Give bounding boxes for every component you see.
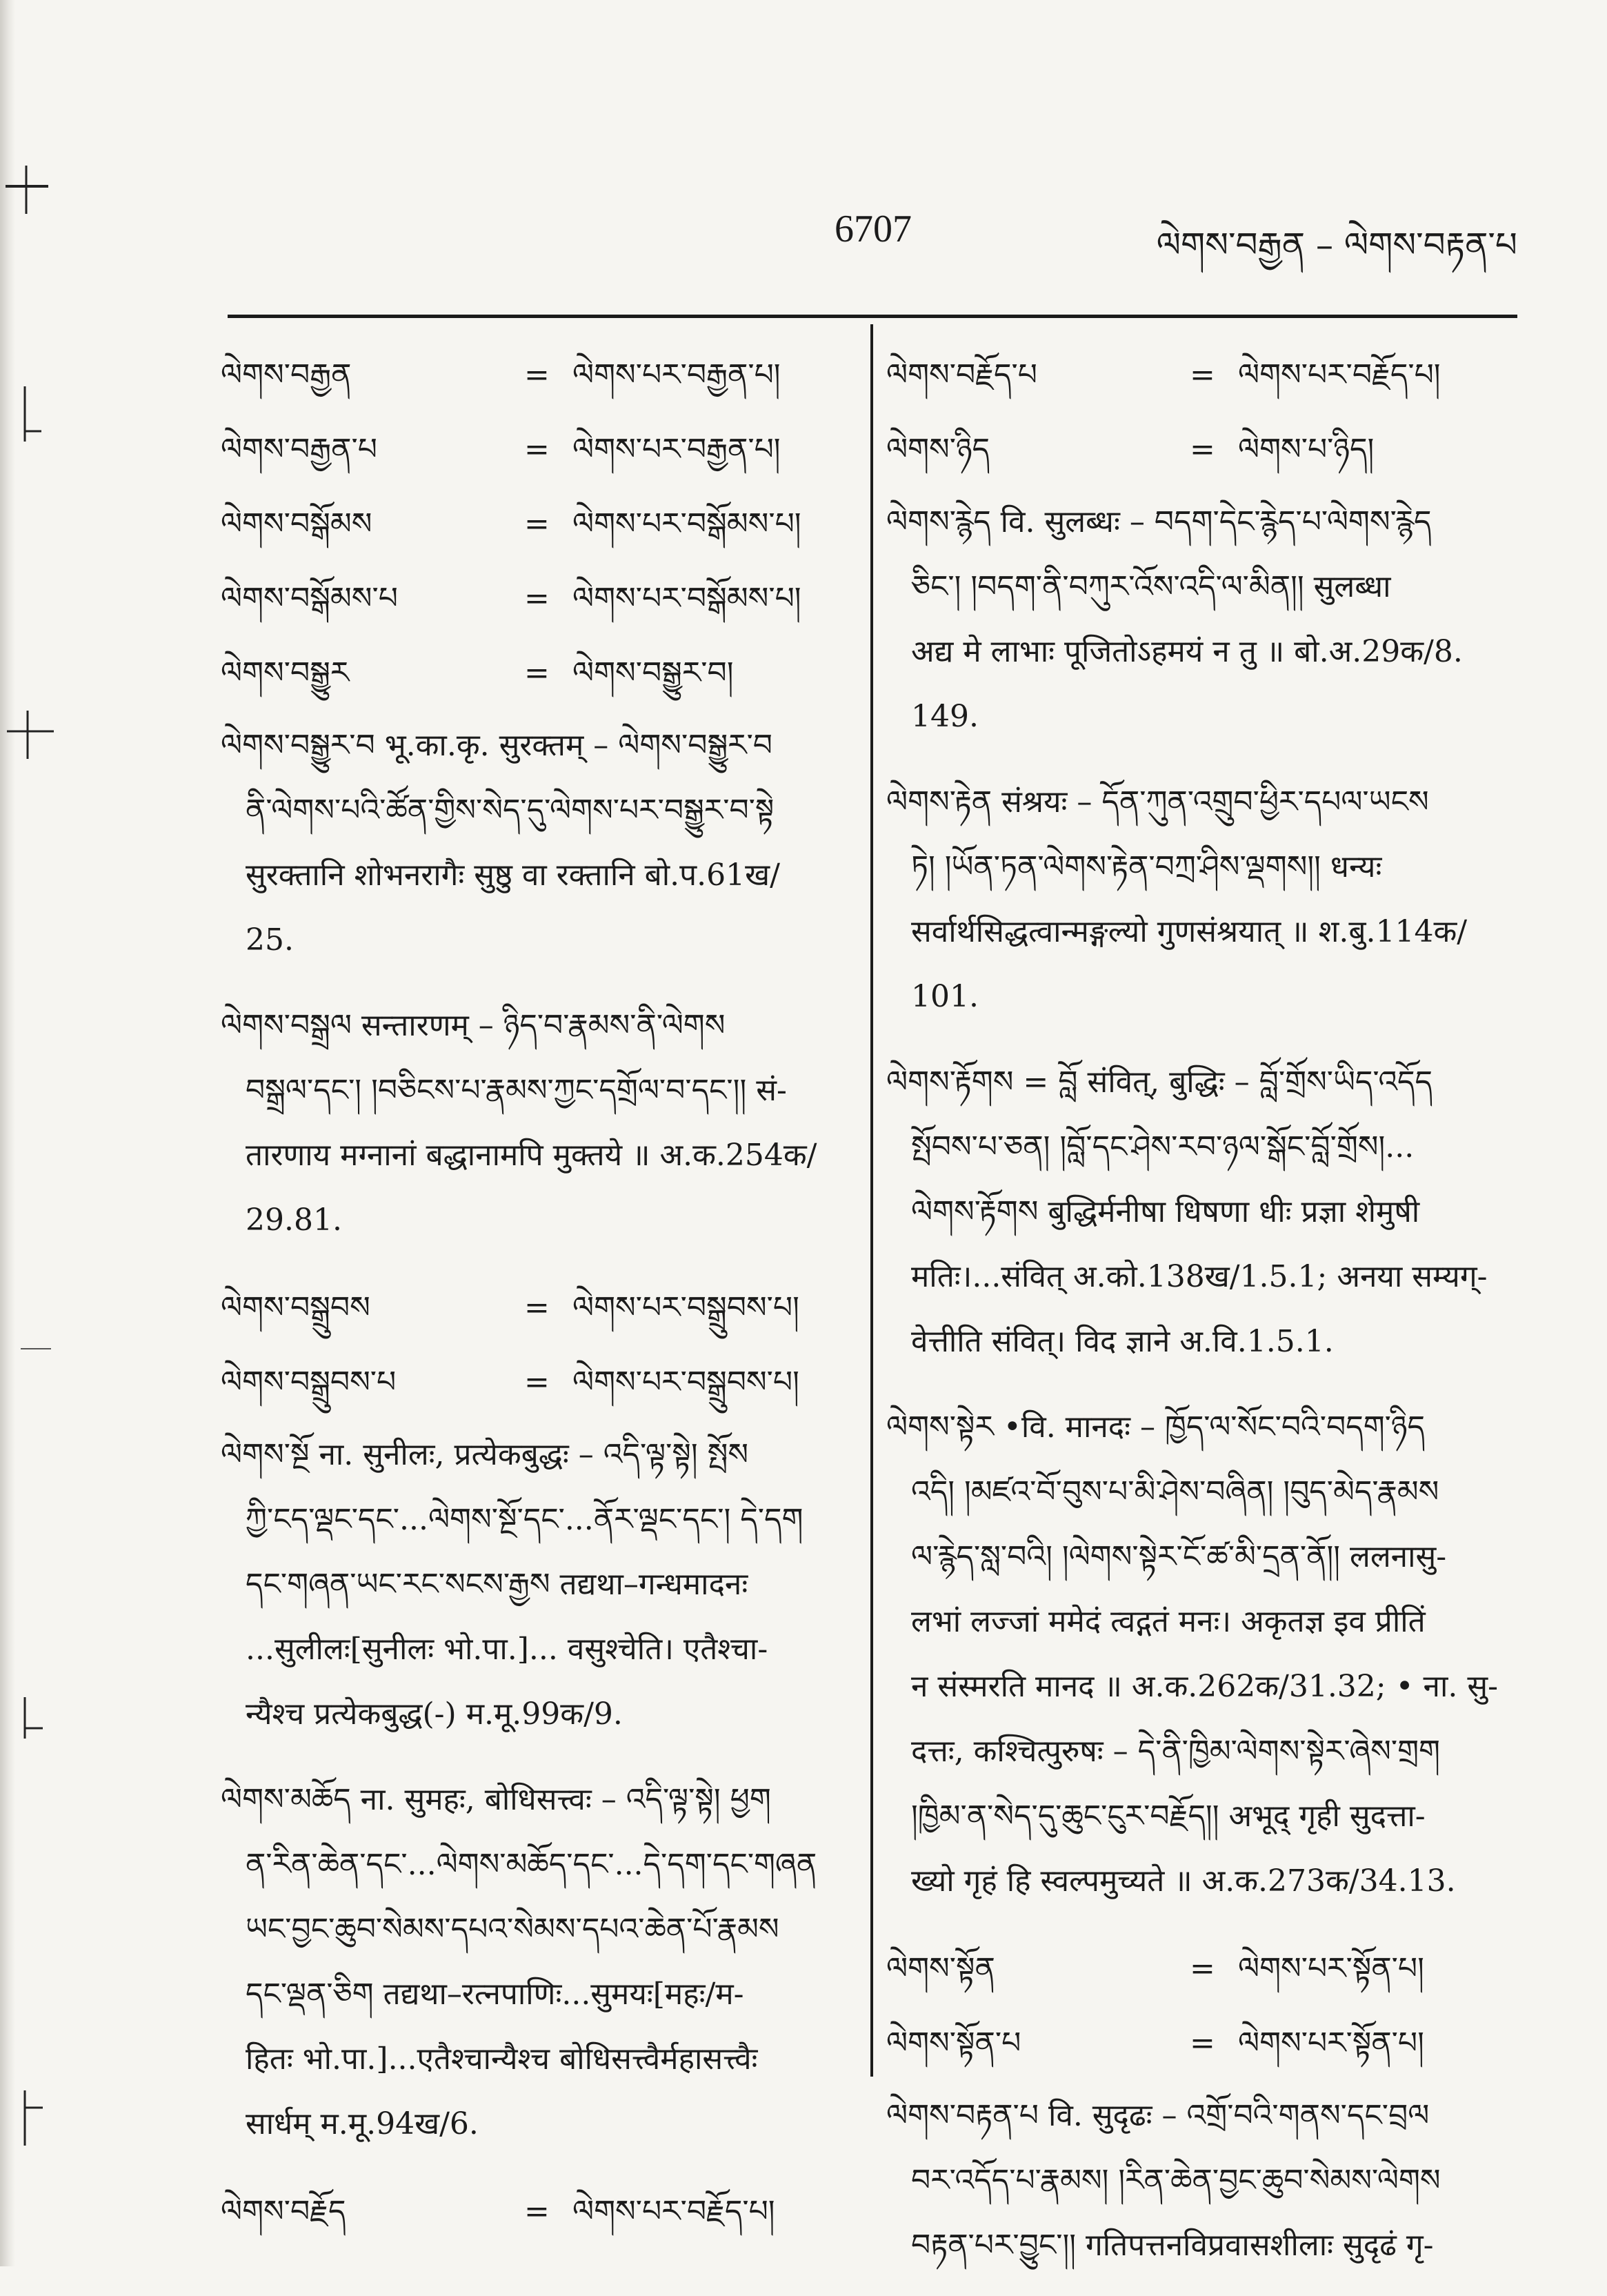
dictionary-entry — [886, 1392, 1521, 1932]
entry-first-line: ལེགས་བརྟན་པ वि. सुदृढः – འགྲོ་བའི་གནས་དང་བྲལ — [886, 2098, 1430, 2133]
equals-sign: = — [524, 581, 550, 616]
cross-reference-target: ལེགས་པར་བསྒོམས་པ། — [572, 506, 801, 542]
cross-reference-target: ལེགས་བསྒྱུར་བ། — [572, 655, 734, 691]
entry-line: सुरक्तानि शोभनरागैः सुष्ठु वा रक्तानि बो.प.61ख/ — [246, 858, 780, 893]
header-rule — [228, 315, 1517, 318]
dictionary-entry — [221, 1765, 855, 2175]
entry-first-line: ལེགས་མཆོད ना. सुमहः, बोधिसत्त्वः – འདི་ལྟ་སྟེ། ཕྱག — [221, 1782, 771, 1817]
equals-sign: = — [524, 432, 550, 467]
entry-line: ལེགས་རྟོགས बुद्धिर्मनीषा धिषणा धीः प्रज्ञा शेमुषी — [911, 1194, 1420, 1229]
page-header — [228, 207, 1517, 290]
entry-line: ན་རིན་ཆེན་དང་...ལེགས་མཆོད་དང་...དེ་དག་དང་གཞན — [246, 1847, 817, 1882]
dictionary-entry — [221, 991, 855, 1271]
entry-first-line: ལེགས་རྙེད वि. सुलब्धः – བདག་དེང་རྙེད་པ་ལེགས་རྙེད — [886, 504, 1432, 540]
entry-line: དང་གཞན་ཡང་རང་སངས་རྒྱས तद्यथा–गन्धमादनः — [246, 1567, 748, 1602]
cross-reference-entry — [221, 636, 855, 711]
entry-line: 29.81. — [246, 1203, 342, 1238]
right-column — [886, 338, 1521, 2296]
equals-sign: = — [524, 2194, 550, 2229]
dictionary-entry — [221, 711, 855, 991]
entry-line: ནི་ལེགས་པའི་ཚོན་གྱིས་སེད་དུ་ལེགས་པར་བསྒྱུར་བ་སྟེ — [246, 793, 775, 828]
entry-line: ཡང་བྱང་ཆུབ་སེམས་དཔའ་སེམས་དཔའ་ཆེན་པོ་རྣམས — [246, 1912, 779, 1947]
page-number: 6707 — [835, 208, 912, 250]
cross-reference-target: ལེགས་པར་བརྒྱན་པ། — [572, 357, 781, 393]
entry-line: བར་འདོད་པ་རྣམས། །རིན་ཆེན་བྱང་ཆུབ་སེམས་ལེགས — [911, 2163, 1441, 2198]
cross-reference-entry — [221, 2175, 855, 2249]
dictionary-entry — [886, 767, 1521, 1047]
dictionary-entry — [886, 487, 1521, 767]
entry-headword: ལེགས་སྟོན — [886, 1951, 995, 1986]
entry-first-line: ལེགས་རྟེན संश्रयः – དོན་ཀུན་འགྲུབ་ཕྱིར་དཔལ་ཡངས — [886, 784, 1429, 820]
equals-sign: = — [524, 1290, 550, 1325]
cross-reference-entry — [886, 338, 1521, 413]
cross-reference-target: ལེགས་པར་བརྒྱན་པ། — [572, 432, 781, 467]
entry-headword: ལེགས་བརྒྱན — [221, 357, 352, 393]
cross-reference-target: ལེགས་པ་ཉིད། — [1238, 432, 1375, 467]
cross-reference-entry — [221, 487, 855, 562]
entry-line: न संस्मरति मानद ॥ अ.क.262क/31.32; • ना. सु- — [911, 1669, 1498, 1704]
entry-line: ཏེ། །ཡོན་ཏན་ལེགས་རྟེན་བཀྲ་ཤིས་ལྡགས།། धन्यः — [911, 849, 1382, 884]
equals-sign: = — [1190, 357, 1215, 393]
entry-headword: ལེགས་ཉིད — [886, 432, 990, 467]
entry-line: न्यैश्च प्रत्येकबुद्ध(-) म.मू.99क/9. — [246, 1696, 623, 1732]
column-divider — [870, 324, 873, 2077]
cross-reference-entry — [886, 1932, 1521, 2006]
entry-line: अद्य मे लाभाः पूजितोऽहमयं न तु ॥ बो.अ.29क/8. — [911, 634, 1463, 669]
entry-line: 25. — [246, 922, 294, 958]
entry-first-line: ལེགས་བསྒྱུར་བ भू.का.कृ. सुरक्तम् – ལེགས་བསྒྱུར་བ — [221, 728, 773, 763]
entry-line: སྤོབས་པ་ཅན། །བློ་དང་ཤེས་རབ་ཉལ་སྒོང་བློ་གྲོས།... — [911, 1129, 1415, 1165]
left-column — [221, 338, 855, 2249]
entry-line: लभां लज्जां ममेदं त्वद्गतं मनः। अकृतज्ञ इव प्रीतिं — [911, 1604, 1426, 1639]
dictionary-entry — [221, 1420, 855, 1765]
entry-headword: ལེགས་བརྒྱན་པ — [221, 432, 377, 467]
entry-headword: ལེགས་བསྒོམས — [221, 506, 372, 542]
dictionary-entry — [886, 1047, 1521, 1392]
entry-line: वेत्तीति संवित्। विद ज्ञाने अ.वि.1.5.1. — [911, 1324, 1334, 1359]
equals-sign: = — [1190, 2026, 1215, 2061]
cross-reference-target: ལེགས་པར་བསྒྲུབས་པ། — [572, 1365, 799, 1400]
entry-line: 101. — [911, 979, 979, 1014]
entry-headword: ལེགས་བརྗོད་པ — [886, 357, 1037, 393]
entry-line: तारणाय मग्नानां बद्धानामपि मुक्तये ॥ अ.क.254क/ — [246, 1138, 817, 1173]
equals-sign: = — [1190, 1951, 1215, 1986]
margin-registration-marks — [0, 0, 83, 2266]
entry-line: འདི། །མཛའ་བོ་བུས་པ་མི་ཤེས་བཞིན། །བུད་མེད་རྣམས — [911, 1474, 1439, 1510]
cross-reference-target: ལེགས་པར་བརྗོད་པ། — [572, 2194, 775, 2229]
entry-line: ཅིང་། །བདག་ནི་བཀུར་འོས་འདི་ལ་མིན།། सुलब्धा — [911, 569, 1391, 604]
entry-line: दत्तः, कश्चित्पुरुषः – དེ་ནི་ཁྱིམ་ལེགས་སྟེར་ཞེས་གྲག — [911, 1734, 1441, 1769]
cross-reference-entry — [886, 2006, 1521, 2081]
dictionary-entry — [886, 2081, 1521, 2296]
cross-reference-entry — [221, 338, 855, 413]
entry-line: བརྟན་པར་བྱུང་།། गतिपत्तनविप्रवासशीलाः सुदृढं गृ- — [911, 2228, 1434, 2263]
equals-sign: = — [1190, 432, 1215, 467]
cross-reference-entry — [221, 1345, 855, 1420]
entry-line: ख्यो गृहं हि स्वल्पमुच्यते ॥ अ.क.273क/34.13. — [911, 1863, 1456, 1899]
entry-first-line: ལེགས་སྔོ ना. सुनीलः, प्रत्येकबुद्धः – འདི་ལྟ་སྟེ། སྤོས — [221, 1437, 749, 1472]
cross-reference-target: ལེགས་པར་བསྒྲུབས་པ། — [572, 1290, 799, 1325]
entry-headword: ལེགས་བརྗོད — [221, 2194, 346, 2229]
entry-line: सर्वार्थसिद्धत्वान्मङ्गल्यो गुणसंश्रयात् ॥ श.बु.114क/ — [911, 914, 1468, 949]
cross-reference-target: ལེགས་པར་སྟོན་པ། — [1238, 1951, 1424, 1986]
entry-first-line: ལེགས་བསྒྲལ सन्तारणम् – ཉིད་བ་རྣམས་ནི་ལེགས — [221, 1008, 726, 1043]
entry-headword: ལེགས་བསྒྱུར — [221, 655, 350, 691]
entry-line: सार्धम् म.मू.94ख/6. — [246, 2106, 479, 2141]
entry-first-line: ལེགས་རྟོགས = བློ संवित्, बुद्धिः – བློ་གྲོས་ཡིད་འདོད — [886, 1065, 1433, 1100]
equals-sign: = — [524, 357, 550, 393]
entry-line: हितः भो.पा.]...एतैश्चान्यैश्च बोधिसत्त्वैर्महासत्त्वैः — [246, 2041, 758, 2077]
equals-sign: = — [524, 506, 550, 542]
entry-headword: ལེགས་བསྒྲུབས་པ — [221, 1365, 397, 1400]
entry-line: །ཁྱིམ་ན་སེད་དུ་ཆུང་ངུར་བརྗོད།། अभूद् गृही सुदत्ता- — [911, 1799, 1426, 1834]
cross-reference-entry — [221, 413, 855, 487]
equals-sign: = — [524, 1365, 550, 1400]
cross-reference-target: ལེགས་པར་བརྗོད་པ། — [1238, 357, 1441, 393]
entry-headword: ལེགས་བསྒྲུབས — [221, 1290, 370, 1325]
entry-first-line: ལེགས་སྟེར •वि. मानदः – ཁྱོད་ལ་སོང་བའི་བདག་ཉིད — [886, 1409, 1425, 1445]
cross-reference-entry — [886, 413, 1521, 487]
entry-headword: ལེགས་བསྒོམས་པ — [221, 581, 398, 616]
entry-line: ལ་རྙེད་སླ་བའི། །ལེགས་སྟེར་ངོ་ཚ་མི་དྲན་ནོ།། ललनासु- — [911, 1539, 1447, 1574]
entry-line: ...सुलीलः[सुनीलः भो.पा.]... वसुश्चेति। एतैश्चा- — [246, 1632, 768, 1667]
entry-line: དང་ལྡན་ཅིག तद्यथा–रत्नपाणिः...सुमयः[महः/म- — [246, 1977, 744, 2012]
entry-line: 149. — [911, 699, 979, 734]
cross-reference-target: ལེགས་པར་བསྒོམས་པ། — [572, 581, 801, 616]
cross-reference-target: ལེགས་པར་སྟོན་པ། — [1238, 2026, 1424, 2061]
equals-sign: = — [524, 655, 550, 691]
entry-headword: ལེགས་སྟོན་པ — [886, 2026, 1021, 2061]
cross-reference-entry — [221, 1271, 855, 1345]
entry-line: ཀྱི་ངད་ལྡང་དང་...ལེགས་སྔོ་དང་...ནོར་ལྡང་དང་། དེ་དག — [246, 1502, 804, 1537]
entry-line: मतिः।...संवित् अ.को.138ख/1.5.1; अनया सम्यग्- — [911, 1259, 1488, 1294]
running-head: ལེགས་བརྒྱན – ལེགས་བརྟན་པ — [1156, 225, 1517, 265]
cross-reference-entry — [221, 562, 855, 636]
entry-line: བསྒྲལ་དང་། །བཅིངས་པ་རྣམས་ཀྱང་དགྲོལ་བ་དང་།། सं- — [246, 1073, 787, 1108]
